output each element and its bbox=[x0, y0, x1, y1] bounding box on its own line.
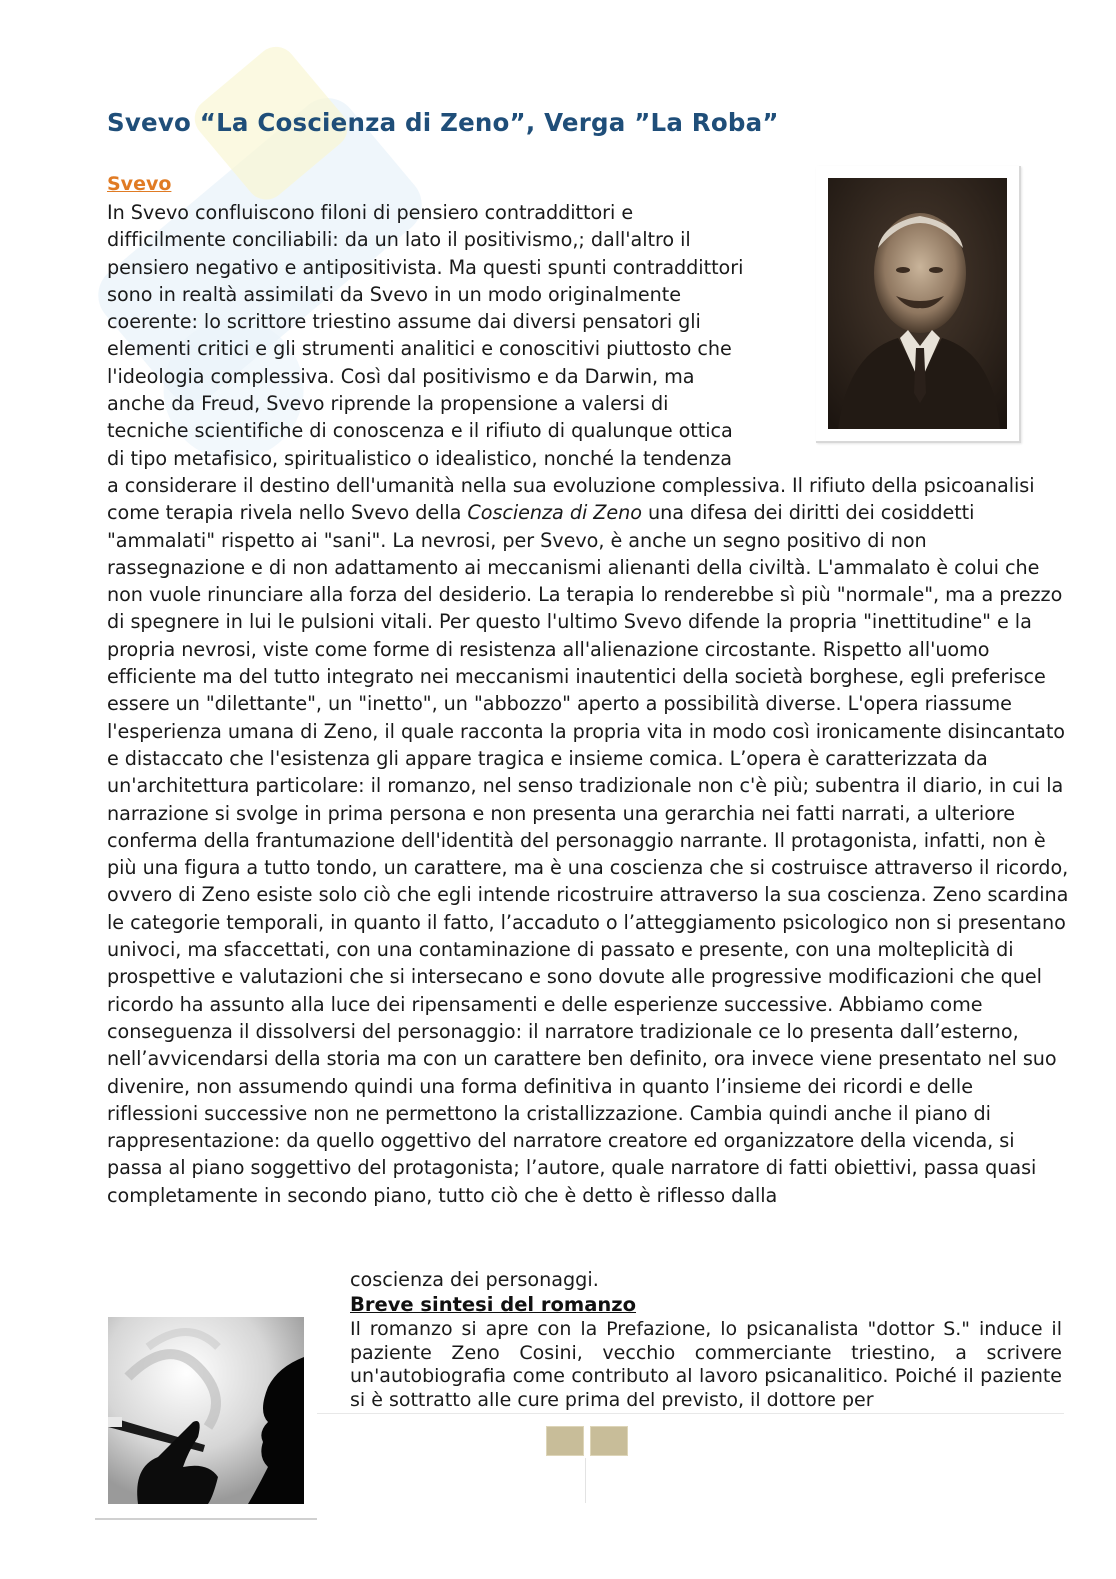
synopsis-paragraph: Il romanzo si apre con la Prefazione, lo psicanalista "dottor S." induce il paziente Zeno Cosini, vecchio commerciante triestino, a scrivere un'autobiografia come contributo al lavoro psicanalitico. Poiché il paziente si è sottratto alle cure prima del previsto, il dottore per bbox=[350, 1318, 1062, 1411]
pagination-widget bbox=[544, 1422, 626, 1462]
sub-heading-sintesi: Breve sintesi del romanzo bbox=[350, 1293, 637, 1316]
smoking-photo-frame bbox=[95, 1305, 317, 1520]
smoking-silhouette-photo bbox=[108, 1317, 304, 1504]
pager-prev-button[interactable] bbox=[546, 1426, 584, 1456]
body-italic-title: Coscienza di Zeno bbox=[467, 501, 642, 525]
pager-next-button[interactable] bbox=[590, 1426, 628, 1456]
body-text-part-2: una difesa dei diritti dei cosiddetti "ammalati" rispetto ai "sani". La nevrosi, per Svevo, è anche un segno positivo di non rassegnazione e di non adattamento ai meccanismi alienanti della civiltà. L'ammalato è colui che non vuole rinunciare alla forza del desiderio. La terapia lo renderebbe sì più "normale", ma a prezzo di spegnere in lui le pulsioni vitali. Per questo l'ultimo Svevo difende la propria "inettitudine" e la propria nevrosi, viste come forme di resistenza all'alienazione circostante. Rispetto all'uomo efficiente ma del tutto integrato nei meccanismi inautentici della società borghese, egli preferisce essere un "dilettante", un "inetto", un "abbozzo" aperto a possibilità diverse. L'opera riassume l'esperienza umana di Zeno, il quale racconta la propria vita in modo così ironicamente disincantato e distaccato che l'esistenza gli appare tragica e insieme comica. L’opera è caratterizzata da un'architettura particolare: il romanzo, nel senso tradizionale non c'è più; subentra il diario, in cui la narrazione si svolge in prima persona e non presenta una gerarchia nei fatti narrati, a ulteriore conferma della frantumazione dell'identità del personaggio narrante. Il protagonista, infatti, non è più una figura a tutto tondo, un carattere, ma è una coscienza che si costruisce attraverso il ricordo, ovvero di Zeno esiste solo ciò che egli intende ricostruire attraverso la sua coscienza. Zeno scardina le categorie temporali, in quanto il fatto, l’accaduto o l’atteggiamento psicologico non si presentano univoci, ma sfaccettati, con una contaminazione di passato e presente, con una molteplicità di prospettive e valutazioni che si intersecano e sono dovute alle progressive modificazioni che quel ricordo ha assunto alla luce dei ripensamenti e delle esperienze successive. Abbiamo come conseguenza il dissolversi del personaggio: il narratore tradizionale ce lo presenta dall’esterno, nell’avvicendarsi della storia ma con un carattere ben definito, ora invece viene presentato nel suo divenire, non assumendo quindi una forma definitiva in quanto l’insieme dei ricordi e delle riflessioni successive non ne permettono la cristallizzazione. Cambia quindi anche il piano di rappresentazione: da quello oggettivo del narratore creatore ed organizzatore della vicenda, si passa al piano soggettivo del protagonista; l’autore, quale narratore di fatti obiettivi, passa quasi completamente in secondo piano, tutto ciò che è detto è riflesso dalla bbox=[107, 501, 1069, 1207]
section-heading-svevo: Svevo bbox=[107, 173, 172, 195]
body-text-part-1: In Svevo confluiscono filoni di pensiero contraddittori e difficilmente conciliabili: da un lato il positivismo,; dall'altro il pensiero negativo e antipositivista. Ma questi spunti contraddittori sono in realtà assimilati da Svevo in un modo originalmente coerente: lo scrittore triestino assume dai diversi pensatori gli elementi critici e gli strumenti analitici e conoscitivi piuttosto che l'ideologia complessiva. Così dal positivismo e da Darwin, ma anche da Freud, Svevo riprende la propensione a valersi di tecniche scientifiche di conoscenza e il rifiuto di qualunque ottica di tipo metafisico, spiritualistico o idealistico, nonché la tendenza a considerare il destino dell'umanità nella sua evoluzione complessiva. Il rifiuto della psicoanalisi come terapia rivela nello Svevo della bbox=[107, 201, 1035, 525]
body-closing-line: coscienza dei personaggi. bbox=[350, 1268, 599, 1291]
horizontal-rule bbox=[317, 1413, 1064, 1414]
document-title: Svevo “La Coscienza di Zeno”, Verga ”La Roba” bbox=[107, 108, 779, 137]
pager-divider bbox=[585, 1458, 586, 1503]
body-paragraph bbox=[107, 199, 1069, 1209]
